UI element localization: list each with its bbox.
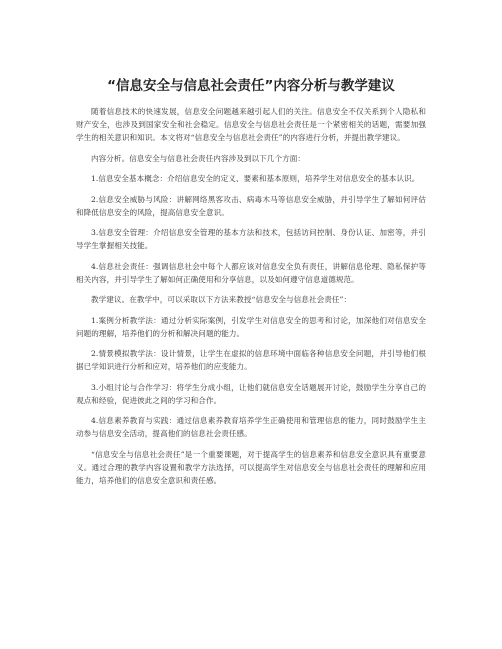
paragraph-teaching-advice: 教学建议。在教学中，可以采取以下方法来教授“信息安全与信息社会责任”： <box>91 295 352 304</box>
paragraph-advice-item-2: 2.情景模拟教学法：设计情景，让学生在虚拟的信息环境中面临各种信息安全问题，并引导他们根据已学知识进行分析和应对，培养他们的应变能力。 <box>76 349 426 371</box>
paragraph-analysis-item-3: 3.信息安全管理：介绍信息安全管理的基本方法和技术，包括访问控制、身份认证、加密等，并引导学生掌握相关技能。 <box>76 228 426 250</box>
paragraph-analysis-item-1: 1.信息安全基本概念：介绍信息安全的定义、要素和基本原则，培养学生对信息安全的基本认识。 <box>91 174 420 183</box>
document-body <box>76 105 426 494</box>
paragraph-advice-item-4: 4.信息素养教育与实践：通过信息素养教育培养学生正确使用和管理信息的能力，同时鼓励学生主动参与信息安全活动，提高他们的信息社会责任感。 <box>76 416 426 438</box>
paragraph-advice-item-1: 1.案例分析教学法：通过分析实际案例，引发学生对信息安全的思考和讨论，加深他们对信息安全问题的理解，培养他们的分析和解决问题的能力。 <box>76 315 426 338</box>
paragraph-conclusion: “信息安全与信息社会责任”是一个重要课题，对于提高学生的信息素养和信息安全意识具有重要意义。通过合理的教学内容设置和教学方法选择，可以提高学生对信息安全与信息社会责任的理解和应用能力，培养他们的信息安全意识和责任感。 <box>76 449 426 485</box>
paragraph-content-analysis: 内容分析。信息安全与信息社会责任内容涉及到以下几个方面： <box>91 153 306 163</box>
paragraph-analysis-item-2: 2.信息安全威胁与风险：讲解网络黑客攻击、病毒木马等信息安全威胁，并引导学生了解如何评估和降低信息安全的风险，提高信息安全意识。 <box>76 194 426 217</box>
paragraph-advice-item-3: 3.小组讨论与合作学习：将学生分成小组，让他们就信息安全话题展开讨论，鼓励学生分享自己的观点和经验，促进彼此之间的学习和合作。 <box>76 382 426 405</box>
paragraph-analysis-item-4: 4.信息社会责任：强调信息社会中每个人都应该对信息安全负有责任，讲解信息伦理、隐私保护等相关内容，并引导学生了解如何正确使用和分享信息，以及如何遵守信息道德规范。 <box>76 261 426 284</box>
document-title: “信息安全与信息社会责任”内容分析与教学建议 <box>107 78 395 94</box>
paragraph-intro: 随着信息技术的快速发展，信息安全问题越来越引起人们的关注。信息安全不仅关系到个人隐私和财产安全，也涉及到国家安全和社会稳定。信息安全与信息社会责任是一个紧密相关的话题，需要加强学生的相关意识和知识。本文将对“信息安全与信息社会责任”的内容进行分析，并提出教学建议。 <box>76 107 426 142</box>
